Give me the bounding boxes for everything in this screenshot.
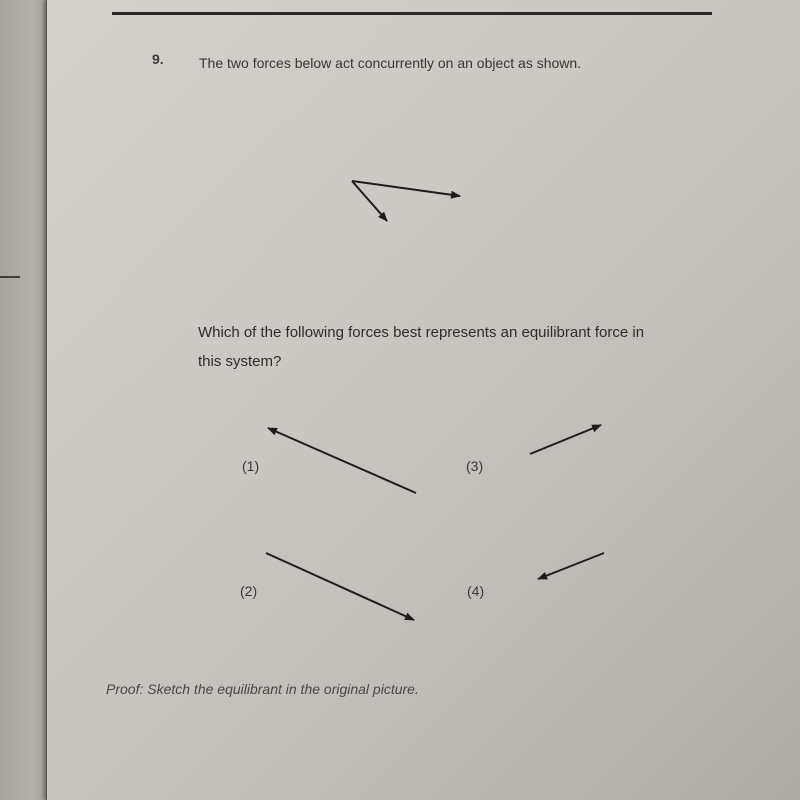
option-1-label: (1)	[242, 458, 260, 474]
question-number: 9.	[152, 51, 164, 67]
option-2-label: (2)	[240, 583, 258, 599]
option-3-label: (3)	[466, 458, 484, 474]
given-force-right-arrow	[352, 181, 460, 196]
option-4-arrow	[538, 553, 604, 579]
option-4-label: (4)	[467, 583, 485, 599]
option-1-arrow	[268, 428, 416, 493]
given-force-down-arrow	[352, 181, 387, 221]
given-forces-diagram	[352, 181, 460, 221]
option-3-arrow	[530, 425, 601, 454]
option-2-arrow	[266, 553, 414, 620]
question-prompt: Which of the following forces best represents an equilibrant force in this system?	[198, 324, 645, 370]
proof-instruction: Proof: Sketch the equilibrant in the original picture.	[106, 681, 419, 697]
question-text: The two forces below act concurrently on an object as shown.	[199, 55, 582, 71]
